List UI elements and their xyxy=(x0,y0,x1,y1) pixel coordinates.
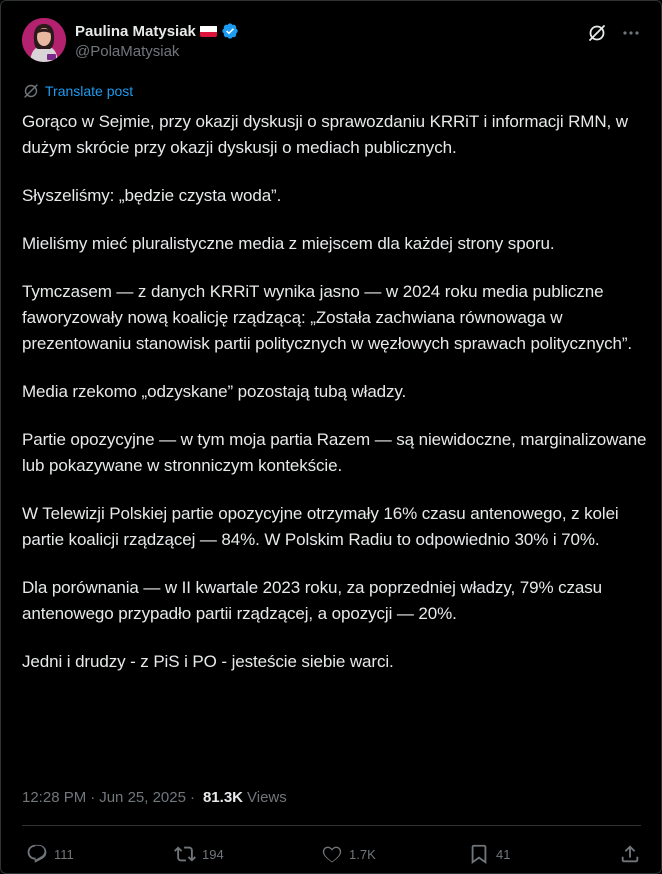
reply-count: 111 xyxy=(54,846,74,862)
verified-badge-icon[interactable] xyxy=(221,22,239,40)
share-button[interactable] xyxy=(619,843,647,865)
poland-flag-icon xyxy=(200,25,217,37)
action-bar xyxy=(22,843,641,869)
bookmark-button[interactable] xyxy=(468,843,510,865)
like-count: 1.7K xyxy=(349,846,376,862)
share-icon xyxy=(619,843,641,865)
tweet-paragraph: Gorąco w Sejmie, przy okazji dyskusji o sprawozdaniu KRRiT i informacji RMN, w dużym skrócie przy okazji dyskusji o mediach publicznych. xyxy=(22,112,628,157)
heart-icon xyxy=(321,843,343,865)
tweet-meta xyxy=(22,789,287,806)
post-time[interactable]: 12:28 PM xyxy=(22,789,87,806)
like-button[interactable] xyxy=(321,843,376,865)
views-count[interactable]: 81.3K xyxy=(202,789,243,806)
tweet-paragraph: Mieliśmy mieć pluralistyczne media z miejscem dla każdej strony sporu. xyxy=(22,234,555,253)
tweet-paragraph: W Telewizji Polskiej partie opozycyjne otrzymały 16% czasu antenowego, z kolei partie koalicji rządzącej — 84%. W Polskim Radiu to odpowiednio 30% i 70%. xyxy=(22,504,619,549)
avatar[interactable] xyxy=(22,18,66,62)
tweet-paragraph: Słyszeliśmy: „będzie czysta woda”. xyxy=(22,186,282,205)
tweet-paragraph: Partie opozycyjne — w tym moja partia Razem — są niewidoczne, marginalizowane lub pokazywane w stronniczym kontekście. xyxy=(22,430,647,475)
tweet-paragraph: Jedni i drudzy - z PiS i PO - jesteście siebie warci. xyxy=(22,652,394,671)
tweet-header xyxy=(22,18,641,68)
more-options-icon[interactable] xyxy=(621,23,641,43)
views-label: Views xyxy=(247,789,287,806)
repost-count: 194 xyxy=(202,846,224,862)
repost-icon xyxy=(174,843,196,865)
translate-label[interactable]: Translate post xyxy=(45,83,134,99)
bookmark-icon xyxy=(468,843,490,865)
post-date[interactable]: Jun 25, 2025 xyxy=(99,789,186,806)
divider xyxy=(22,825,641,826)
reply-icon xyxy=(26,843,48,865)
tweet-paragraph: Media rzekomo „odzyskane” pozostają tubą władzy. xyxy=(22,382,407,401)
meta-separator: · xyxy=(189,789,195,806)
grok-icon[interactable] xyxy=(587,23,607,43)
display-name[interactable]: Paulina Matysiak xyxy=(75,22,196,40)
meta-separator: · xyxy=(90,789,96,806)
translate-post-link[interactable] xyxy=(23,83,133,99)
tweet-paragraph: Dla porównania — w II kwartale 2023 roku, za poprzedniej władzy, 79% czasu antenowego przypadło partii rządzącej, a opozycji — 20%. xyxy=(22,578,603,623)
bookmark-count: 41 xyxy=(496,846,511,862)
tweet-paragraph: Tymczasem — z danych KRRiT wynika jasno — w 2024 roku media publiczne faworyzowały nową koalicję rządzącą: „Została zachwiana równowaga w prezentowaniu stanowisk partii politycznych w węzłowych sprawach politycznych”. xyxy=(22,282,633,353)
tweet-text xyxy=(22,109,647,697)
translate-icon xyxy=(23,83,39,99)
handle[interactable]: @PolaMatysiak xyxy=(75,43,180,60)
repost-button[interactable] xyxy=(174,843,224,865)
reply-button[interactable] xyxy=(26,843,74,865)
